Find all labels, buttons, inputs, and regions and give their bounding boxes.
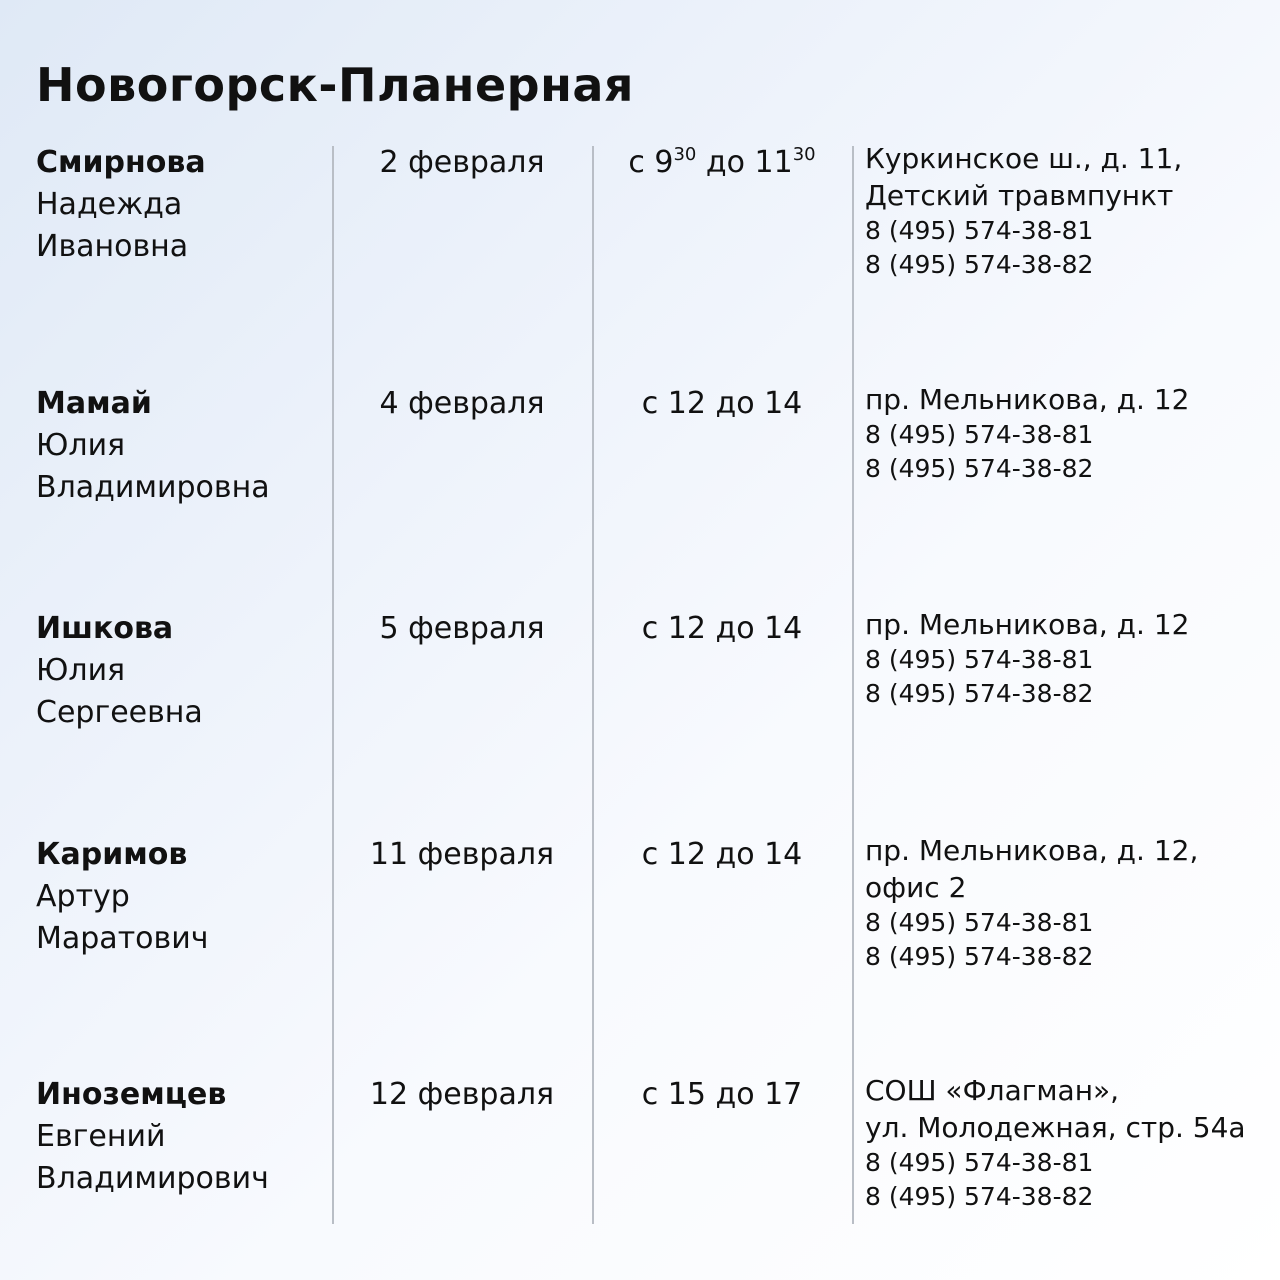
time: с 12 до 14	[641, 837, 803, 872]
surname: Смирнова	[36, 145, 206, 180]
first-name: Юлия	[36, 653, 126, 688]
patronymic: Сергеевна	[36, 695, 203, 730]
surname: Мамай	[36, 386, 152, 421]
column-divider	[852, 146, 854, 1224]
time: с 12 до 14	[641, 611, 803, 646]
address-line: офис 2	[865, 871, 967, 904]
address-line: ул. Молодежная, стр. 54а	[865, 1111, 1246, 1144]
surname: Каримов	[36, 837, 188, 872]
phone: 8 (495) 574-38-82	[865, 454, 1094, 483]
address-line: СОШ «Флагман»,	[865, 1074, 1120, 1107]
surname: Иноземцев	[36, 1077, 227, 1112]
address-block	[865, 606, 1275, 711]
column-divider	[332, 146, 334, 1224]
address-line: Детский травмпункт	[865, 179, 1174, 212]
first-name: Надежда	[36, 187, 183, 222]
phone: 8 (495) 574-38-82	[865, 1182, 1094, 1211]
address-line: Куркинское ш., д. 11,	[865, 142, 1183, 175]
phone: 8 (495) 574-38-81	[865, 1148, 1094, 1177]
first-name: Юлия	[36, 428, 126, 463]
address-block	[865, 1072, 1275, 1214]
phone: 8 (495) 574-38-82	[865, 679, 1094, 708]
person-name	[36, 608, 203, 734]
surname: Ишкова	[36, 611, 174, 646]
time: с 15 до 17	[641, 1077, 803, 1112]
date: 12 февраля	[369, 1077, 555, 1112]
address-line: пр. Мельникова, д. 12	[865, 383, 1190, 416]
date: 5 февраля	[379, 611, 545, 646]
date: 4 февраля	[379, 386, 545, 421]
patronymic: Владимировна	[36, 470, 270, 505]
person-name	[36, 142, 206, 268]
date: 2 февраля	[379, 145, 545, 180]
patronymic: Владимирович	[36, 1161, 269, 1196]
first-name: Евгений	[36, 1119, 166, 1154]
phone: 8 (495) 574-38-81	[865, 420, 1094, 449]
person-name	[36, 383, 270, 509]
phone: 8 (495) 574-38-82	[865, 942, 1094, 971]
address-line: пр. Мельникова, д. 12,	[865, 834, 1199, 867]
patronymic: Маратович	[36, 921, 209, 956]
time: с $9^{30}$ до $11^{30}$	[628, 144, 816, 180]
date: 11 февраля	[369, 837, 555, 872]
phone: 8 (495) 574-38-81	[865, 645, 1094, 674]
phone: 8 (495) 574-38-82	[865, 250, 1094, 279]
address-block	[865, 140, 1275, 282]
time: с 12 до 14	[641, 386, 803, 421]
page-title: Новогорск-Планерная	[36, 58, 634, 112]
person-name	[36, 1074, 269, 1200]
column-divider	[592, 146, 594, 1224]
address-block	[865, 381, 1275, 486]
address-line: пр. Мельникова, д. 12	[865, 608, 1190, 641]
first-name: Артур	[36, 879, 130, 914]
patronymic: Ивановна	[36, 229, 189, 264]
person-name	[36, 834, 208, 960]
phone: 8 (495) 574-38-81	[865, 908, 1094, 937]
address-block	[865, 832, 1275, 974]
phone: 8 (495) 574-38-81	[865, 216, 1094, 245]
